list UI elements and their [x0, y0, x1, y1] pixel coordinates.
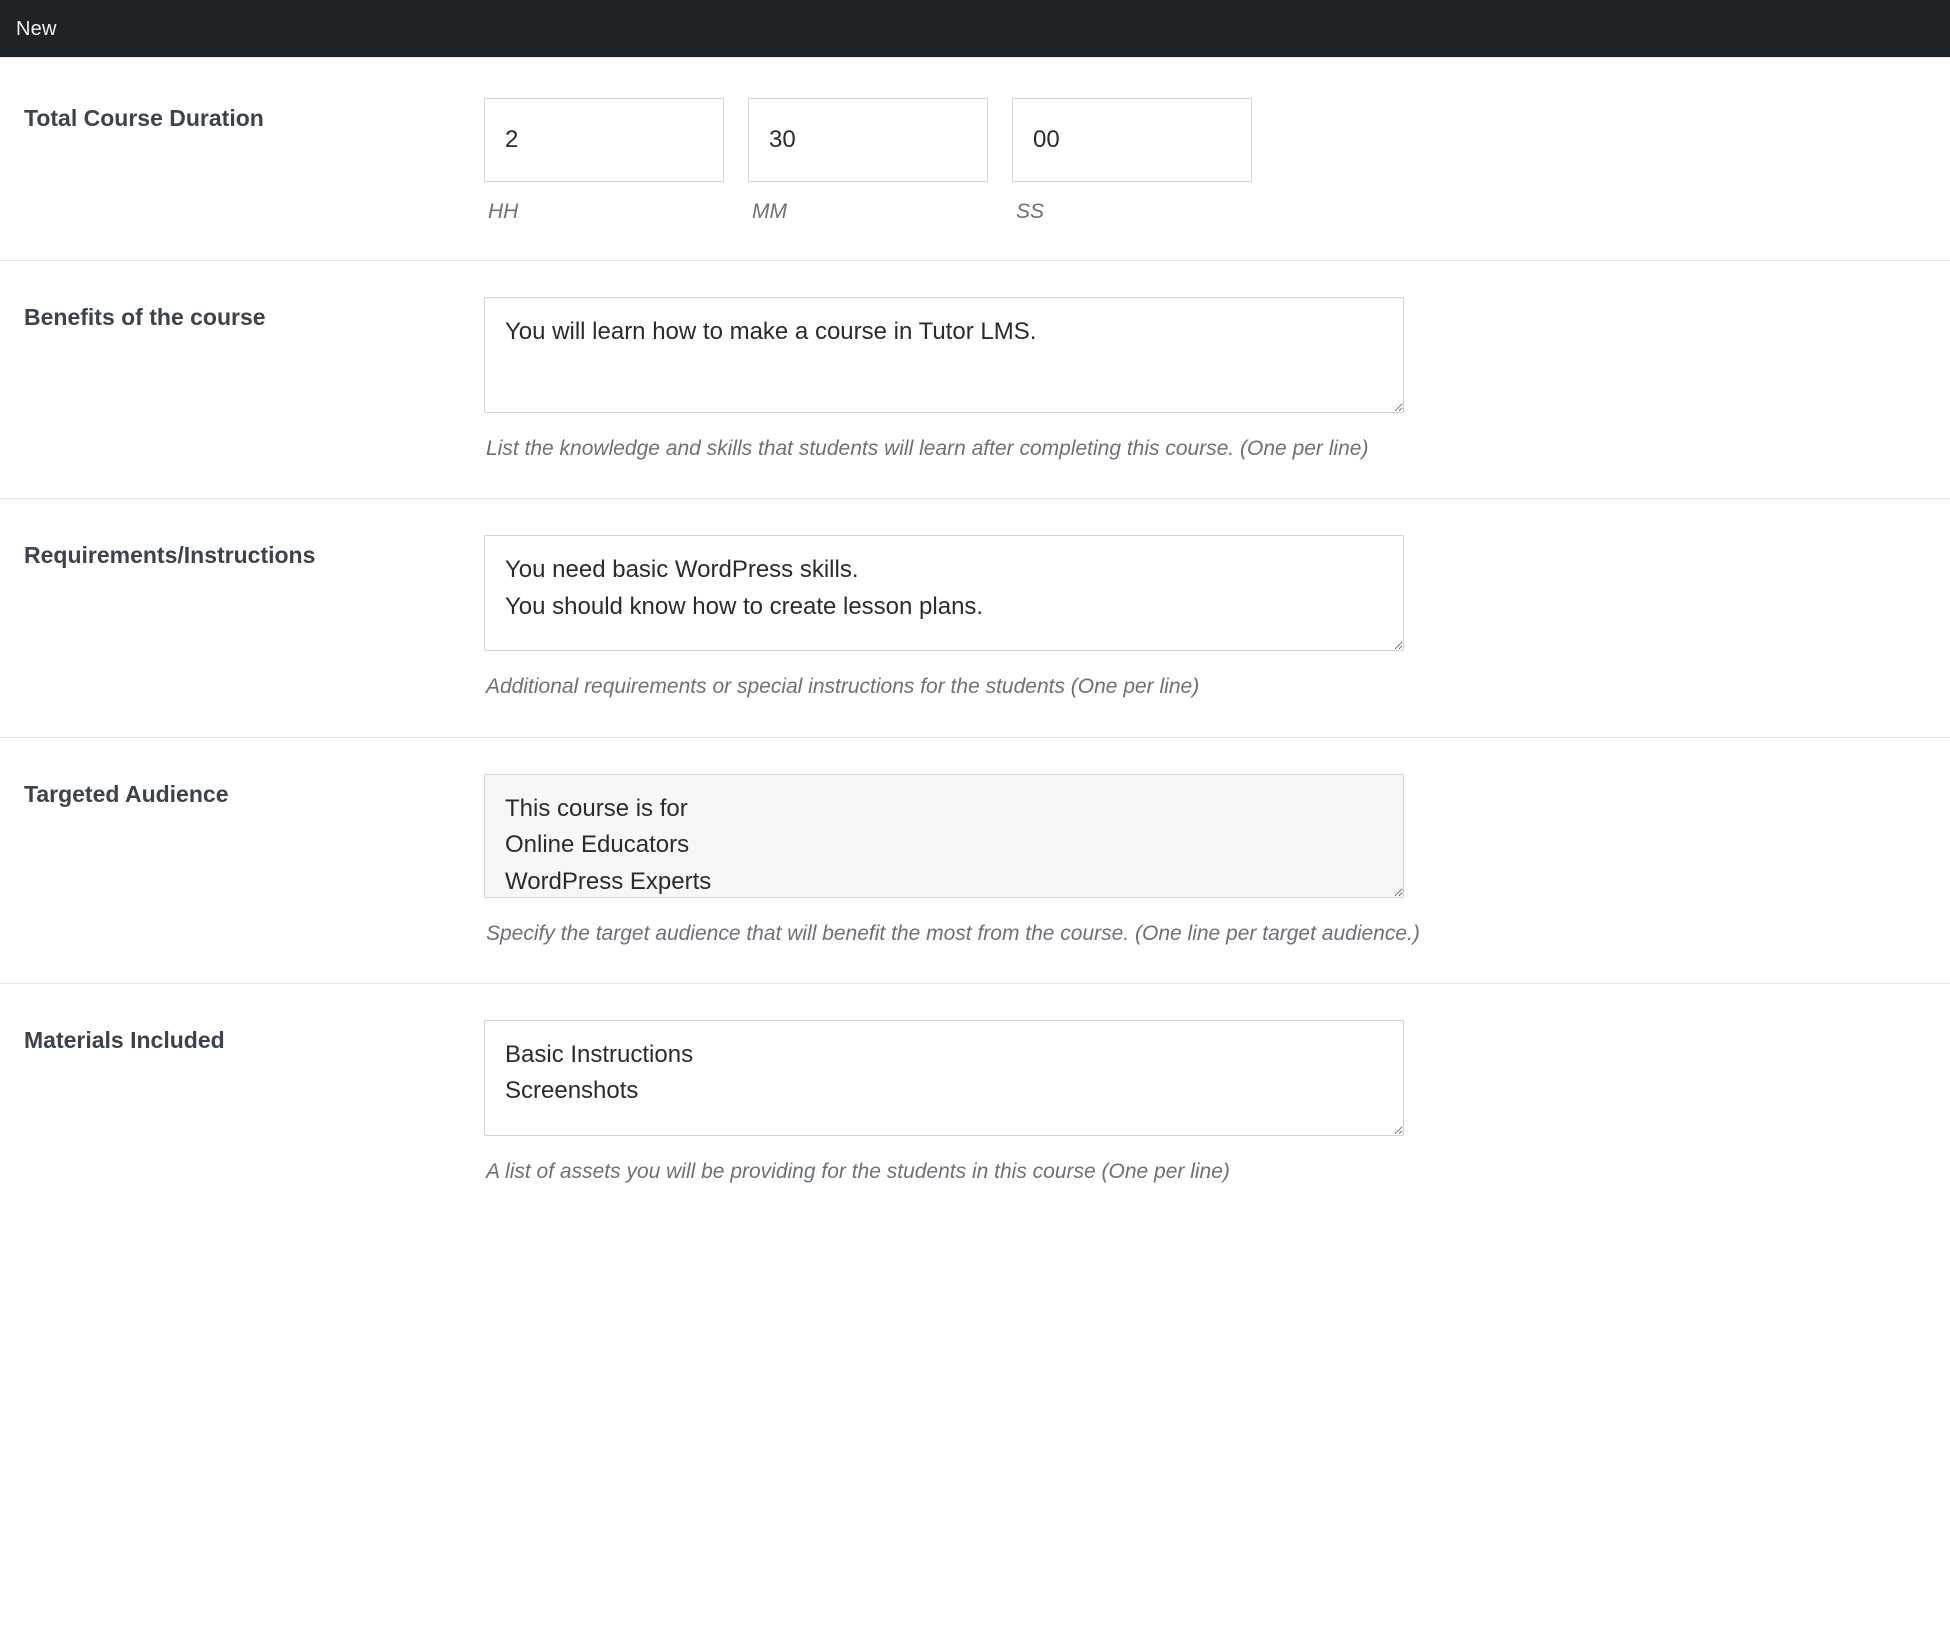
duration-seconds-caption: SS [1016, 200, 1045, 223]
benefits-textarea[interactable] [484, 297, 1404, 413]
admin-bar [0, 0, 1950, 57]
requirements-textarea-wrap [484, 535, 1404, 651]
label-benefits: Benefits of the course [24, 304, 266, 330]
help-requirements: Additional requirements or special instructions for the students (One per line) [486, 675, 1200, 699]
field-row-audience [0, 738, 1950, 984]
control-course-duration [484, 98, 1926, 224]
requirements-textarea[interactable] [484, 535, 1404, 651]
duration-seconds-input[interactable] [1012, 98, 1252, 182]
field-row-benefits [0, 261, 1950, 499]
help-benefits: List the knowledge and skills that students will learn after completing this course. (One per line) [486, 437, 1369, 460]
benefits-textarea-wrap [484, 297, 1404, 413]
field-row-materials [0, 984, 1950, 1221]
bottom-scroll-strip[interactable] [0, 1221, 1950, 1237]
duration-seconds-wrap [1012, 98, 1252, 224]
duration-minutes-input[interactable] [748, 98, 988, 182]
adminbar-new-menu[interactable]: New [16, 17, 57, 40]
duration-input-group [484, 98, 1926, 224]
audience-textarea[interactable] [484, 774, 1404, 898]
duration-hours-input[interactable] [484, 98, 724, 182]
label-course-duration: Total Course Duration [24, 105, 264, 131]
materials-textarea-wrap [484, 1020, 1404, 1136]
label-requirements: Requirements/Instructions [24, 542, 316, 569]
help-materials: A list of assets you will be providing for the students in this course (One per line) [486, 1159, 1230, 1183]
duration-minutes-caption: MM [752, 200, 787, 223]
control-requirements [484, 535, 1926, 700]
control-materials [484, 1020, 1926, 1185]
label-audience: Targeted Audience [24, 780, 229, 807]
label-materials: Materials Included [24, 1026, 225, 1053]
help-audience: Specify the target audience that will benefit the most from the course. (One line per target audience.) [486, 921, 1420, 945]
duration-hours-caption: HH [488, 200, 519, 223]
course-settings-panel [0, 57, 1950, 1221]
control-benefits [484, 297, 1926, 462]
materials-textarea[interactable] [484, 1020, 1404, 1136]
audience-textarea-wrap [484, 774, 1404, 898]
field-row-course-duration [0, 57, 1950, 261]
duration-minutes-wrap [748, 98, 988, 224]
field-row-requirements [0, 499, 1950, 737]
course-settings-fields [0, 57, 1950, 1221]
control-audience [484, 774, 1926, 947]
duration-hours-wrap [484, 98, 724, 224]
